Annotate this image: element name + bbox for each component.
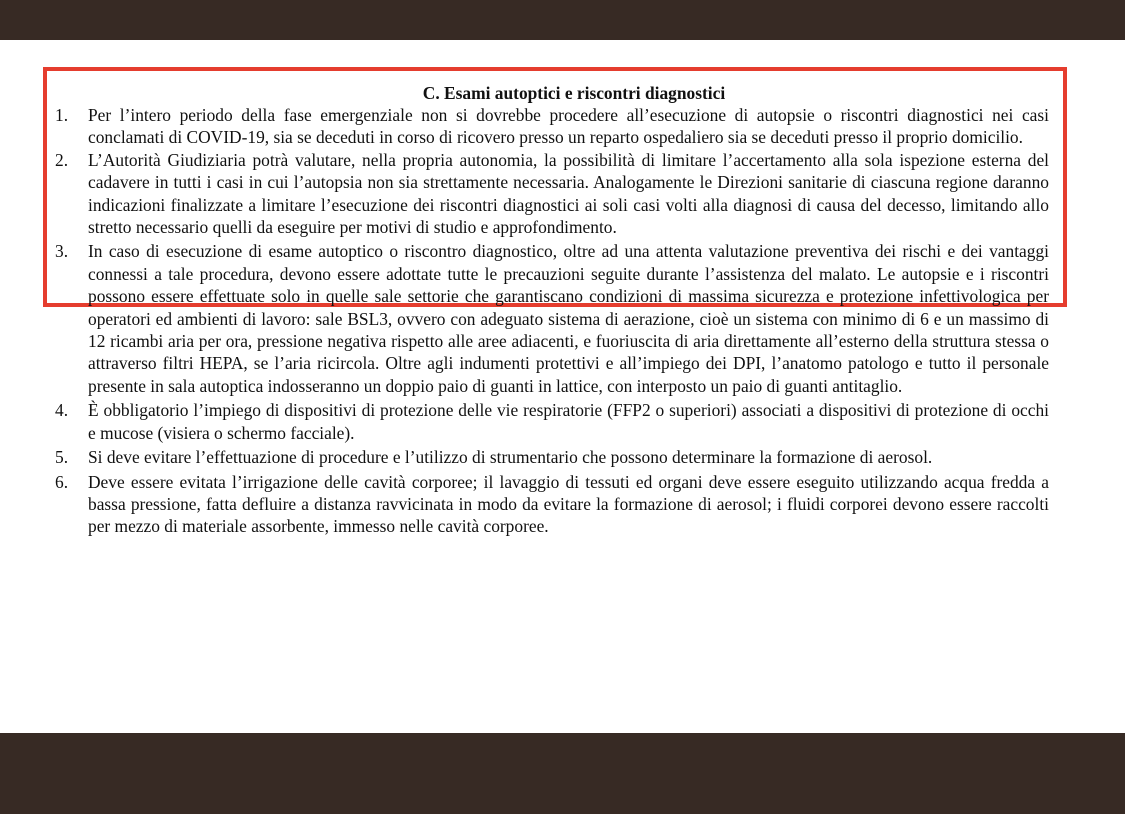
list-item-number: 6. — [55, 471, 69, 492]
list-item-number: 3. — [55, 241, 69, 262]
list-item-3 — [55, 240, 1049, 397]
section-title: C. Esami autoptici e riscontri diagnostici — [422, 83, 726, 103]
list-item-2 — [55, 149, 1049, 239]
list-item-text: Si deve evitare l’effettuazione di procedure e l’utilizzo di strumentario che possono determinare la formazione di aerosol. — [88, 447, 933, 468]
list-item-6 — [55, 471, 1049, 538]
list-item-number: 5. — [55, 447, 69, 468]
list-item-text: In caso di esecuzione di esame autoptico o riscontro diagnostico, oltre ad una attenta valutazione preventiva dei rischi e dei vantaggi connessi a tale procedura, devono essere adottate tutte le precauzioni seguite durante l’assistenza del malato. Le autopsie e i riscontri possono essere effettuate solo in quelle sale settorie che garantiscano condizioni di massima sicurezza e protezione infettivologica per operatori ed ambienti di lavoro: sale BSL3, ovvero con adeguato sistema di aerazione, cioè un sistema con minimo di 6 e un massimo di 12 ricambi aria per ora, pressione negativa rispetto alle aree adiacenti, e fuoriuscita di aria direttamente all’esterno della struttura stessa o attraverso filtri HEPA, se l’aria ricircola. Oltre agli indumenti protettivi e all’impiego dei DPI, l’anatomo patologo e tutto il personale presente in sala autoptica indosseranno un doppio paio di guanti in lattice, con interposto un paio di guanti antitaglio. — [88, 241, 1049, 396]
list-item-number: 4. — [55, 400, 69, 421]
document-body — [55, 82, 1049, 538]
list-item-5 — [55, 446, 1049, 468]
list-item-number: 1. — [55, 105, 69, 125]
list-item-text: L’Autorità Giudiziaria potrà valutare, nella propria autonomia, la possibilità di limitare l’accertamento alla sola ispezione esterna del cadavere in tutti i casi in cui l’autopsia non sia strettamente necessaria. Analogamente le Direzioni sanitarie di ciascuna regione daranno indicazioni finalizzate a limitare l’esecuzione dei riscontri diagnostici ai soli casi volti alla diagnosi di causa del decesso, limitando allo stretto necessario quelli da eseguire per motivi di studio e approfondimento. — [88, 149, 1049, 238]
list-item-text: Deve essere evitata l’irrigazione delle cavità corporee; il lavaggio di tessuti ed organi deve essere eseguito utilizzando acqua fredda a bassa pressione, fatta defluire a distanza ravvicinata in modo da evitare la formazione di aerosol; i fluidi corporei devono essere raccolti per mezzo di materiale assorbente, immesso nelle cavità corporee. — [88, 471, 1049, 537]
list-item-1 — [55, 104, 1049, 149]
list-item-text: È obbligatorio l’impiego di dispositivi di protezione delle vie respiratorie (FFP2 o superiori) associati a dispositivi di protezione di occhi e mucose (visiera o schermo facciale). — [88, 400, 1049, 443]
list-item-text: Per l’intero periodo della fase emergenziale non si dovrebbe procedere all’esecuzione di autopsie o riscontri diagnostici nei casi conclamati di COVID-19, sia se deceduti in corso di ricovero presso un reparto ospedaliero sia se deceduti presso il proprio domicilio. — [88, 105, 1049, 148]
list-item-number: 2. — [55, 149, 69, 170]
list-item-4 — [55, 399, 1049, 444]
